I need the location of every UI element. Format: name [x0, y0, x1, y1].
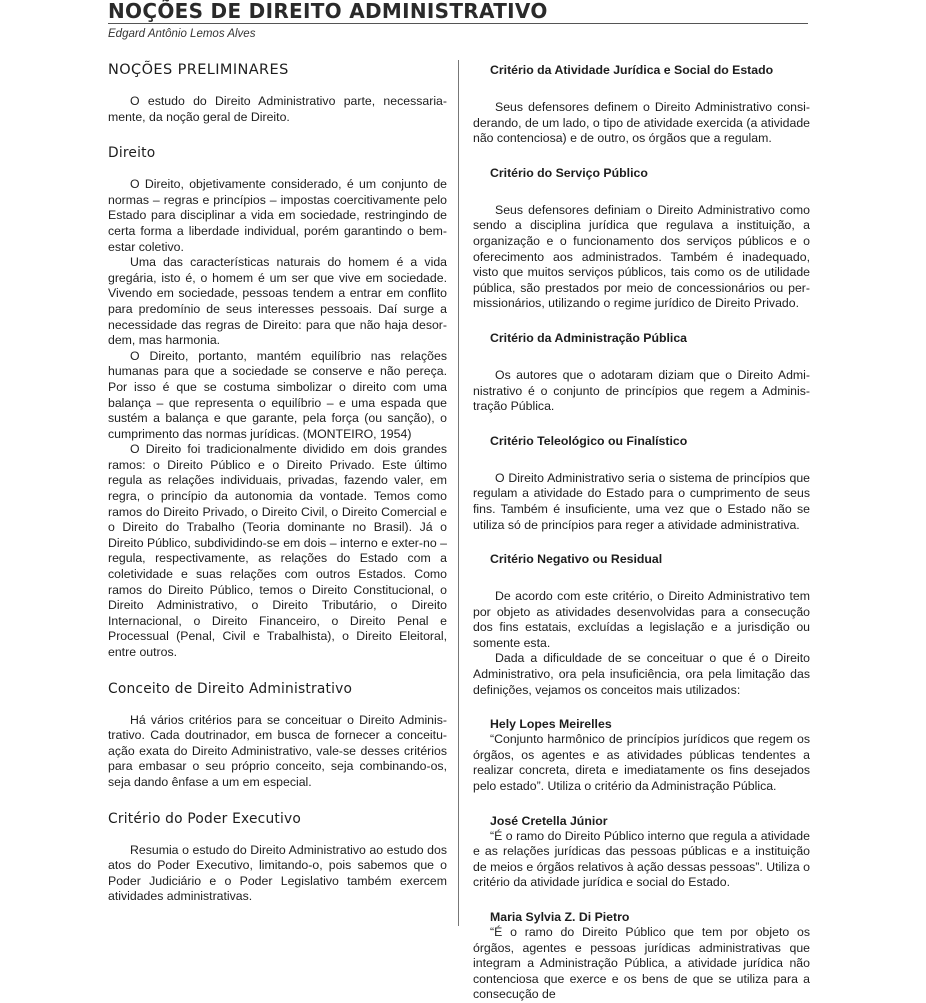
paragraph-direito-3: O Direito, portanto, mantém equilíbrio nas relações humanas para que a sociedade se conserve e não pereça. Por isso é que se costuma simbolizar o direito com uma balança – que representa o equilíbrio – e uma espada que sustém a balança e que garante, pela força (ou sanção), o cumprimento das normas jurídicas. (MONTEIRO, 1954) — [108, 348, 447, 441]
author-name: Edgard Antônio Lemos Alves — [108, 28, 256, 40]
section-heading-preliminares: NOÇÕES PRELIMINARES — [108, 62, 289, 78]
paragraph-direito-2: Uma das características naturais do homem é a vida gregária, isto é, o homem é um ser que vive em sociedade. Vivendo em sociedade, pessoas tendem a entrar em conflito para predomínio de seus interesses pessoais. Daí surge a necessidade das regras de Direito: para que não haja desor-dem, mas harmonia. — [108, 255, 447, 348]
heading-servico-publico: Critério do Serviço Público — [490, 165, 648, 180]
paragraph-administracao-publica: Os autores que o adotaram diziam que o Direito Admi-nistrativo é o conjunto de princípios que regem a Adminis-tração Pública. — [473, 367, 810, 414]
page-title: NOÇÕES DE DIREITO ADMINISTRATIVO — [108, 0, 808, 24]
column-divider — [458, 60, 459, 926]
heading-administracao-publica: Critério da Administração Pública — [490, 330, 688, 345]
right-column — [473, 62, 810, 1003]
page-header — [108, 0, 808, 40]
quote-maria: “É o ramo do Direito Público que tem por objeto os órgãos, agentes e pessoas jurídicas administrativas que integram a Administração Pública, a atividade jurídica não contenciosa que exerce e os bens de que se utiliza para a consecução de — [473, 925, 810, 1002]
paragraph-intro: O estudo do Direito Administrativo parte, necessaria-mente, da noção geral de Direito. — [108, 94, 447, 124]
quote-jose: “É o ramo do Direito Público interno que regula a atividade e as relações jurídicas das pessoas públicas e a instituição de meios e órgãos relativos à ação dessas pessoas”. Utiliza o critério da atividade jurídica e social do Estado. — [473, 828, 810, 890]
quote-hely: “Conjunto harmônico de princípios jurídicos que regem os órgãos, os agentes e as atividades públicas tendentes a realizar concreta, direta e imediatamente os fins desejados pelo estado”. Utiliza o critério da Administração Pública. — [473, 732, 810, 794]
paragraph-atividade-juridica: Seus defensores definem o Direito Administrativo consi-derando, de um lado, o tipo de atividade exercida (a atividade não contenciosa) e de outro, os órgãos que a regulam. — [473, 100, 810, 146]
heading-conceito: Conceito de Direito Administrativo — [108, 680, 353, 697]
paragraph-poder-executivo: Resumia o estudo do Direito Administrativo ao estudo dos atos do Poder Executivo, limitando-o, pois sabemos que o Poder Judiciário e o Poder Legislativo também exercem atividades administrativas. — [108, 842, 447, 904]
heading-poder-executivo: Critério do Poder Executivo — [108, 810, 302, 827]
paragraph-negativo-2: Dada a dificuldade de se conceituar o que é o Direito Administrativo, ora pela insuficiência, ora pela limitação das definições, vejamos os conceitos mais utilizados: — [473, 651, 810, 697]
paragraph-teleologico: O Direito Administrativo seria o sistema de princípios que regulam a atividade do Estado para o cumprimento de seus fins. Também é insuficiente, uma vez que o Estado não se utiliza só de princípios para reger a atividade administrativa. — [473, 470, 810, 532]
author-jose: José Cretella Júnior — [490, 813, 608, 828]
heading-negativo: Critério Negativo ou Residual — [490, 552, 663, 567]
paragraph-conceito: Há vários critérios para se conceituar o Direito Adminis-trativo. Cada doutrinador, em busca de fornecer a conceitu-ação exata do Direito Administrativo, vale-se desses critérios para embasar o seu próprio conceito, seja combinando-os, seja dando ênfase a um em especial. — [108, 712, 447, 789]
heading-atividade-juridica: Critério da Atividade Jurídica e Social do Estado — [490, 63, 774, 77]
paragraph-direito-4: O Direito foi tradicionalmente dividido em dois grandes ramos: o Direito Público e o Direito Privado. Este último regula as relações individuais, privadas, fazendo valer, em regra, o princípio da autonomia da vontade. Temos como ramos do Direito Privado, o Direito Civil, o Direito Comercial e o Direito do Trabalho (Teoria dominante no Brasil). Já o Direito Público, subdividindo-se em dois – interno e exter-no – regula, respectivamente, as relações do Estado com a coletividade e suas relações com outros Estados. Como ramos do Direito Público, temos o Direito Constitucional, o Direito Administrativo, o Direito Tributário, o Direito Internacional, o Direito Financeiro, o Direito Penal e Processual (Penal, Civil e Trabalhista), o Direito Eleitoral, entre outros. — [108, 442, 447, 659]
left-column — [108, 60, 447, 905]
author-hely: Hely Lopes Meirelles — [490, 717, 612, 732]
heading-direito: Direito — [108, 145, 156, 162]
paragraph-direito-1: O Direito, objetivamente considerado, é um conjunto de normas – regras e princípios – impostas coercitivamente pelo Estado para disciplinar a vida em sociedade, restringindo de certa forma a liberdade individual, porém garantindo o bem-estar coletivo. — [108, 177, 447, 254]
heading-teleologico: Critério Teleológico ou Finalístico — [490, 433, 688, 448]
paragraph-negativo-1: De acordo com este critério, o Direito Administrativo tem por objeto as atividades desenvolvidas para a consecução dos fins estatais, excluídas a legislação e a jurisdição ou somente esta. — [473, 589, 810, 650]
author-maria: Maria Sylvia Z. Di Pietro — [490, 910, 630, 924]
paragraph-servico-publico: Seus defensores definiam o Direito Administrativo como sendo a disciplina jurídica que regulava a instituição, a organização e o funcionamento dos serviços públicos e o oferecimento aos administrados. Também é inadequado, visto que muitos serviços públicos, tais como os de utilidade pública, são prestados por meio de concessionários ou per-missionários, utilizando o regime jurídico de Direito Privado. — [473, 202, 810, 311]
